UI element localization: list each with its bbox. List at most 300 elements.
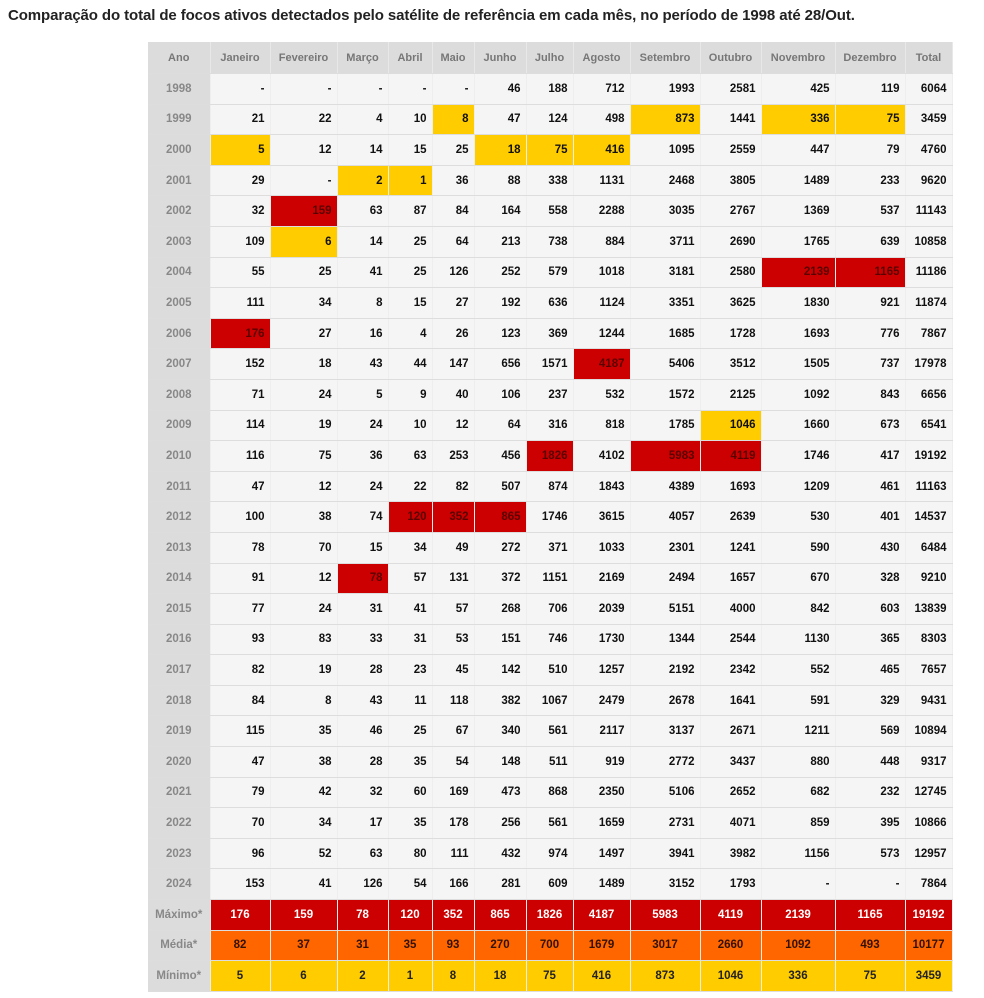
value-cell: 82 xyxy=(210,655,270,686)
value-cell: 573 xyxy=(835,838,905,869)
year-cell: 2010 xyxy=(148,441,210,472)
value-cell: 124 xyxy=(526,104,573,135)
value-cell: 164 xyxy=(474,196,526,227)
table-row xyxy=(148,196,952,227)
value-cell: 252 xyxy=(474,257,526,288)
value-cell: 738 xyxy=(526,226,573,257)
value-cell: 142 xyxy=(474,655,526,686)
value-cell: 673 xyxy=(835,410,905,441)
value-cell: 2772 xyxy=(630,747,700,778)
table-row xyxy=(148,532,952,563)
value-cell: 552 xyxy=(761,655,835,686)
value-cell: 712 xyxy=(573,74,630,105)
stat-value-cell: 78 xyxy=(337,900,388,931)
value-cell: 859 xyxy=(761,808,835,839)
value-cell: 8 xyxy=(270,685,337,716)
value-cell: 1657 xyxy=(700,563,761,594)
table-row xyxy=(148,716,952,747)
value-cell: 1685 xyxy=(630,318,700,349)
header-row xyxy=(148,42,952,74)
value-cell: 25 xyxy=(388,257,432,288)
value-cell: 371 xyxy=(526,532,573,563)
value-cell: 1693 xyxy=(761,318,835,349)
value-cell: 64 xyxy=(432,226,474,257)
value-cell: 71 xyxy=(210,379,270,410)
value-cell: 24 xyxy=(337,471,388,502)
stats-row-r-min xyxy=(148,961,952,992)
value-cell-max: 352 xyxy=(432,502,474,533)
value-cell: 532 xyxy=(573,379,630,410)
value-cell: 63 xyxy=(388,441,432,472)
value-cell: 432 xyxy=(474,838,526,869)
value-cell: 507 xyxy=(474,471,526,502)
value-cell: 35 xyxy=(388,808,432,839)
value-cell: 119 xyxy=(835,74,905,105)
column-header-março: Março xyxy=(337,42,388,74)
value-cell: 2731 xyxy=(630,808,700,839)
value-cell: 1489 xyxy=(573,869,630,900)
value-cell: 15 xyxy=(337,532,388,563)
value-cell: 656 xyxy=(474,349,526,380)
year-cell: 2013 xyxy=(148,532,210,563)
value-cell: 64 xyxy=(474,410,526,441)
value-cell: 3512 xyxy=(700,349,761,380)
value-cell: 465 xyxy=(835,655,905,686)
stat-value-cell: 1826 xyxy=(526,900,573,931)
column-header-julho: Julho xyxy=(526,42,573,74)
value-cell: 178 xyxy=(432,808,474,839)
value-cell: 83 xyxy=(270,624,337,655)
stat-value-cell: 176 xyxy=(210,900,270,931)
stat-value-cell: 865 xyxy=(474,900,526,931)
value-cell: 268 xyxy=(474,594,526,625)
value-cell: 3982 xyxy=(700,838,761,869)
value-cell: - xyxy=(270,165,337,196)
value-cell: 28 xyxy=(337,655,388,686)
value-cell: 1659 xyxy=(573,808,630,839)
value-cell: 31 xyxy=(337,594,388,625)
value-cell: 12745 xyxy=(905,777,952,808)
value-cell: 2559 xyxy=(700,135,761,166)
value-cell: 53 xyxy=(432,624,474,655)
value-cell: 530 xyxy=(761,502,835,533)
value-cell: 232 xyxy=(835,777,905,808)
stat-value-cell: 18 xyxy=(474,961,526,992)
value-cell: 6484 xyxy=(905,532,952,563)
value-cell: 7864 xyxy=(905,869,952,900)
value-cell: 2494 xyxy=(630,563,700,594)
value-cell: 34 xyxy=(270,808,337,839)
value-cell: 5 xyxy=(337,379,388,410)
value-cell: 10866 xyxy=(905,808,952,839)
value-cell: 974 xyxy=(526,838,573,869)
value-cell: 123 xyxy=(474,318,526,349)
value-cell: 79 xyxy=(210,777,270,808)
table-row xyxy=(148,594,952,625)
value-cell: 639 xyxy=(835,226,905,257)
stat-value-cell: 270 xyxy=(474,930,526,961)
value-cell: 151 xyxy=(474,624,526,655)
value-cell-min: 1046 xyxy=(700,410,761,441)
value-cell: 15 xyxy=(388,288,432,319)
value-cell: 40 xyxy=(432,379,474,410)
value-cell: 24 xyxy=(337,410,388,441)
year-cell: 2018 xyxy=(148,685,210,716)
year-cell: 2020 xyxy=(148,747,210,778)
value-cell: 425 xyxy=(761,74,835,105)
value-cell: 152 xyxy=(210,349,270,380)
stat-value-cell: 352 xyxy=(432,900,474,931)
value-cell: 41 xyxy=(388,594,432,625)
value-cell: 2767 xyxy=(700,196,761,227)
stat-value-cell: 2139 xyxy=(761,900,835,931)
year-cell: 2015 xyxy=(148,594,210,625)
table-row xyxy=(148,471,952,502)
value-cell: 1441 xyxy=(700,104,761,135)
value-cell: 1730 xyxy=(573,624,630,655)
value-cell: 1092 xyxy=(761,379,835,410)
value-cell: 3625 xyxy=(700,288,761,319)
value-cell: 10 xyxy=(388,104,432,135)
stat-value-cell: 1679 xyxy=(573,930,630,961)
value-cell: 91 xyxy=(210,563,270,594)
table-row xyxy=(148,288,952,319)
stat-value-cell: 8 xyxy=(432,961,474,992)
value-cell: 746 xyxy=(526,624,573,655)
year-cell: 2019 xyxy=(148,716,210,747)
value-cell: 1746 xyxy=(526,502,573,533)
value-cell: 447 xyxy=(761,135,835,166)
table-row xyxy=(148,257,952,288)
value-cell: 36 xyxy=(337,441,388,472)
value-cell: 84 xyxy=(432,196,474,227)
value-cell: 111 xyxy=(432,838,474,869)
value-cell: 395 xyxy=(835,808,905,839)
value-cell: 1830 xyxy=(761,288,835,319)
stat-value-cell: 31 xyxy=(337,930,388,961)
value-cell: 35 xyxy=(388,747,432,778)
value-cell: 63 xyxy=(337,196,388,227)
table-row xyxy=(148,869,952,900)
stat-value-cell: 493 xyxy=(835,930,905,961)
value-cell: 8303 xyxy=(905,624,952,655)
column-header-fevereiro: Fevereiro xyxy=(270,42,337,74)
value-cell: 33 xyxy=(337,624,388,655)
value-cell: 27 xyxy=(270,318,337,349)
value-cell: - xyxy=(432,74,474,105)
value-cell: 338 xyxy=(526,165,573,196)
year-cell: 2012 xyxy=(148,502,210,533)
value-cell: 417 xyxy=(835,441,905,472)
value-cell: - xyxy=(388,74,432,105)
year-cell: 2024 xyxy=(148,869,210,900)
value-cell: - xyxy=(761,869,835,900)
stat-value-cell: 2 xyxy=(337,961,388,992)
value-cell-min: 2 xyxy=(337,165,388,196)
value-cell-min: 416 xyxy=(573,135,630,166)
stat-label: Máximo* xyxy=(148,900,210,931)
value-cell: 2288 xyxy=(573,196,630,227)
value-cell: 2690 xyxy=(700,226,761,257)
value-cell: 41 xyxy=(337,257,388,288)
stat-value-cell: 10177 xyxy=(905,930,952,961)
value-cell: 1993 xyxy=(630,74,700,105)
column-header-abril: Abril xyxy=(388,42,432,74)
value-cell: - xyxy=(835,869,905,900)
year-cell: 2008 xyxy=(148,379,210,410)
value-cell: 272 xyxy=(474,532,526,563)
stat-value-cell: 6 xyxy=(270,961,337,992)
year-cell: 2014 xyxy=(148,563,210,594)
value-cell: 3152 xyxy=(630,869,700,900)
value-cell: 24 xyxy=(270,594,337,625)
value-cell: 88 xyxy=(474,165,526,196)
stat-label: Mínimo* xyxy=(148,961,210,992)
year-cell: 2007 xyxy=(148,349,210,380)
value-cell: 32 xyxy=(210,196,270,227)
year-cell: 2021 xyxy=(148,777,210,808)
value-cell: 498 xyxy=(573,104,630,135)
value-cell: 365 xyxy=(835,624,905,655)
value-cell: - xyxy=(337,74,388,105)
value-cell-max: 1165 xyxy=(835,257,905,288)
value-cell: 510 xyxy=(526,655,573,686)
value-cell: 111 xyxy=(210,288,270,319)
column-header-agosto: Agosto xyxy=(573,42,630,74)
value-cell: 5151 xyxy=(630,594,700,625)
stat-value-cell: 75 xyxy=(526,961,573,992)
value-cell: 1244 xyxy=(573,318,630,349)
value-cell: 47 xyxy=(210,471,270,502)
value-cell: 96 xyxy=(210,838,270,869)
value-cell: 147 xyxy=(432,349,474,380)
value-cell-max: 4187 xyxy=(573,349,630,380)
value-cell: 1843 xyxy=(573,471,630,502)
year-cell: 2006 xyxy=(148,318,210,349)
value-cell: 3437 xyxy=(700,747,761,778)
value-cell: 253 xyxy=(432,441,474,472)
value-cell: 281 xyxy=(474,869,526,900)
value-cell: 2192 xyxy=(630,655,700,686)
stat-value-cell: 75 xyxy=(835,961,905,992)
value-cell: 7657 xyxy=(905,655,952,686)
value-cell: 1344 xyxy=(630,624,700,655)
stat-value-cell: 336 xyxy=(761,961,835,992)
value-cell: 22 xyxy=(270,104,337,135)
value-cell: 473 xyxy=(474,777,526,808)
value-cell: 2350 xyxy=(573,777,630,808)
value-cell: 382 xyxy=(474,685,526,716)
value-cell: 1641 xyxy=(700,685,761,716)
year-cell: 2005 xyxy=(148,288,210,319)
value-cell: 116 xyxy=(210,441,270,472)
table-row xyxy=(148,808,952,839)
value-cell: 329 xyxy=(835,685,905,716)
table-row xyxy=(148,655,952,686)
value-cell: 35 xyxy=(270,716,337,747)
value-cell-min: 5 xyxy=(210,135,270,166)
value-cell-min: 873 xyxy=(630,104,700,135)
value-cell: 4 xyxy=(388,318,432,349)
year-cell: 2001 xyxy=(148,165,210,196)
table-row xyxy=(148,410,952,441)
value-cell: 3459 xyxy=(905,104,952,135)
value-cell: 1018 xyxy=(573,257,630,288)
value-cell: 590 xyxy=(761,532,835,563)
value-cell: 1124 xyxy=(573,288,630,319)
value-cell: 461 xyxy=(835,471,905,502)
value-cell-min: 1 xyxy=(388,165,432,196)
value-cell: 4000 xyxy=(700,594,761,625)
value-cell: 776 xyxy=(835,318,905,349)
value-cell: 561 xyxy=(526,808,573,839)
value-cell-max: 120 xyxy=(388,502,432,533)
value-cell: 14 xyxy=(337,135,388,166)
stat-value-cell: 3459 xyxy=(905,961,952,992)
value-cell: 1489 xyxy=(761,165,835,196)
stat-value-cell: 5 xyxy=(210,961,270,992)
value-cell: 67 xyxy=(432,716,474,747)
column-header-outubro: Outubro xyxy=(700,42,761,74)
value-cell: 12 xyxy=(270,563,337,594)
value-cell: 10858 xyxy=(905,226,952,257)
value-cell: 32 xyxy=(337,777,388,808)
value-cell: 34 xyxy=(270,288,337,319)
year-cell: 2002 xyxy=(148,196,210,227)
stat-value-cell: 1165 xyxy=(835,900,905,931)
value-cell: 237 xyxy=(526,379,573,410)
value-cell: 54 xyxy=(432,747,474,778)
value-cell: 70 xyxy=(270,532,337,563)
column-header-setembro: Setembro xyxy=(630,42,700,74)
value-cell: 188 xyxy=(526,74,573,105)
value-cell: 4389 xyxy=(630,471,700,502)
value-cell: 2678 xyxy=(630,685,700,716)
value-cell: 79 xyxy=(835,135,905,166)
stat-value-cell: 873 xyxy=(630,961,700,992)
value-cell: 12 xyxy=(432,410,474,441)
value-cell: 17 xyxy=(337,808,388,839)
value-cell: 4102 xyxy=(573,441,630,472)
year-cell: 2022 xyxy=(148,808,210,839)
value-cell: 19 xyxy=(270,410,337,441)
year-cell: 2009 xyxy=(148,410,210,441)
value-cell: 2479 xyxy=(573,685,630,716)
value-cell: 114 xyxy=(210,410,270,441)
value-cell: 52 xyxy=(270,838,337,869)
value-cell-min: 75 xyxy=(526,135,573,166)
table-row xyxy=(148,685,952,716)
value-cell-min: 336 xyxy=(761,104,835,135)
value-cell: 75 xyxy=(270,441,337,472)
value-cell: 8 xyxy=(337,288,388,319)
value-cell: 46 xyxy=(337,716,388,747)
value-cell: 54 xyxy=(388,869,432,900)
value-cell: 17978 xyxy=(905,349,952,380)
value-cell: 9317 xyxy=(905,747,952,778)
value-cell: 561 xyxy=(526,716,573,747)
value-cell: 100 xyxy=(210,502,270,533)
value-cell: 1067 xyxy=(526,685,573,716)
value-cell: 5406 xyxy=(630,349,700,380)
value-cell-min: 75 xyxy=(835,104,905,135)
year-cell: 1998 xyxy=(148,74,210,105)
stat-label: Média* xyxy=(148,930,210,961)
value-cell: 21 xyxy=(210,104,270,135)
stat-value-cell: 700 xyxy=(526,930,573,961)
value-cell: 60 xyxy=(388,777,432,808)
year-cell: 2016 xyxy=(148,624,210,655)
value-cell: 1131 xyxy=(573,165,630,196)
stat-value-cell: 82 xyxy=(210,930,270,961)
value-cell: 148 xyxy=(474,747,526,778)
value-cell: 1033 xyxy=(573,532,630,563)
value-cell: 19192 xyxy=(905,441,952,472)
value-cell: 6064 xyxy=(905,74,952,105)
value-cell: 233 xyxy=(835,165,905,196)
value-cell: 603 xyxy=(835,594,905,625)
value-cell: 63 xyxy=(337,838,388,869)
value-cell: 109 xyxy=(210,226,270,257)
value-cell-max: 1826 xyxy=(526,441,573,472)
value-cell: 28 xyxy=(337,747,388,778)
value-cell: 82 xyxy=(432,471,474,502)
value-cell: 2342 xyxy=(700,655,761,686)
value-cell: 47 xyxy=(474,104,526,135)
value-cell: 1572 xyxy=(630,379,700,410)
page-title: Comparação do total de focos ativos detectados pelo satélite de referência em cada mês, no período de 1998 até 28/Out. xyxy=(8,7,855,24)
stat-value-cell: 5983 xyxy=(630,900,700,931)
value-cell: 2671 xyxy=(700,716,761,747)
value-cell: 12 xyxy=(270,135,337,166)
table-row xyxy=(148,318,952,349)
value-cell: 328 xyxy=(835,563,905,594)
stat-value-cell: 19192 xyxy=(905,900,952,931)
year-cell: 2011 xyxy=(148,471,210,502)
value-cell: 3181 xyxy=(630,257,700,288)
stat-value-cell: 3017 xyxy=(630,930,700,961)
table-row xyxy=(148,747,952,778)
value-cell: 4760 xyxy=(905,135,952,166)
stat-value-cell: 4187 xyxy=(573,900,630,931)
value-cell: 569 xyxy=(835,716,905,747)
value-cell: 5106 xyxy=(630,777,700,808)
value-cell: 340 xyxy=(474,716,526,747)
table-row xyxy=(148,502,952,533)
value-cell: 1151 xyxy=(526,563,573,594)
value-cell-max: 4119 xyxy=(700,441,761,472)
value-cell: 213 xyxy=(474,226,526,257)
value-cell: 579 xyxy=(526,257,573,288)
value-cell: 11143 xyxy=(905,196,952,227)
value-cell: 874 xyxy=(526,471,573,502)
value-cell-max: 865 xyxy=(474,502,526,533)
year-cell: 2003 xyxy=(148,226,210,257)
value-cell: 3035 xyxy=(630,196,700,227)
value-cell: 70 xyxy=(210,808,270,839)
value-cell: 456 xyxy=(474,441,526,472)
year-cell: 2017 xyxy=(148,655,210,686)
value-cell: 80 xyxy=(388,838,432,869)
value-cell: 34 xyxy=(388,532,432,563)
value-cell: 2639 xyxy=(700,502,761,533)
value-cell: 919 xyxy=(573,747,630,778)
table-row xyxy=(148,135,952,166)
stat-value-cell: 4119 xyxy=(700,900,761,931)
value-cell: 10894 xyxy=(905,716,952,747)
column-header-ano: Ano xyxy=(148,42,210,74)
value-cell: 2125 xyxy=(700,379,761,410)
